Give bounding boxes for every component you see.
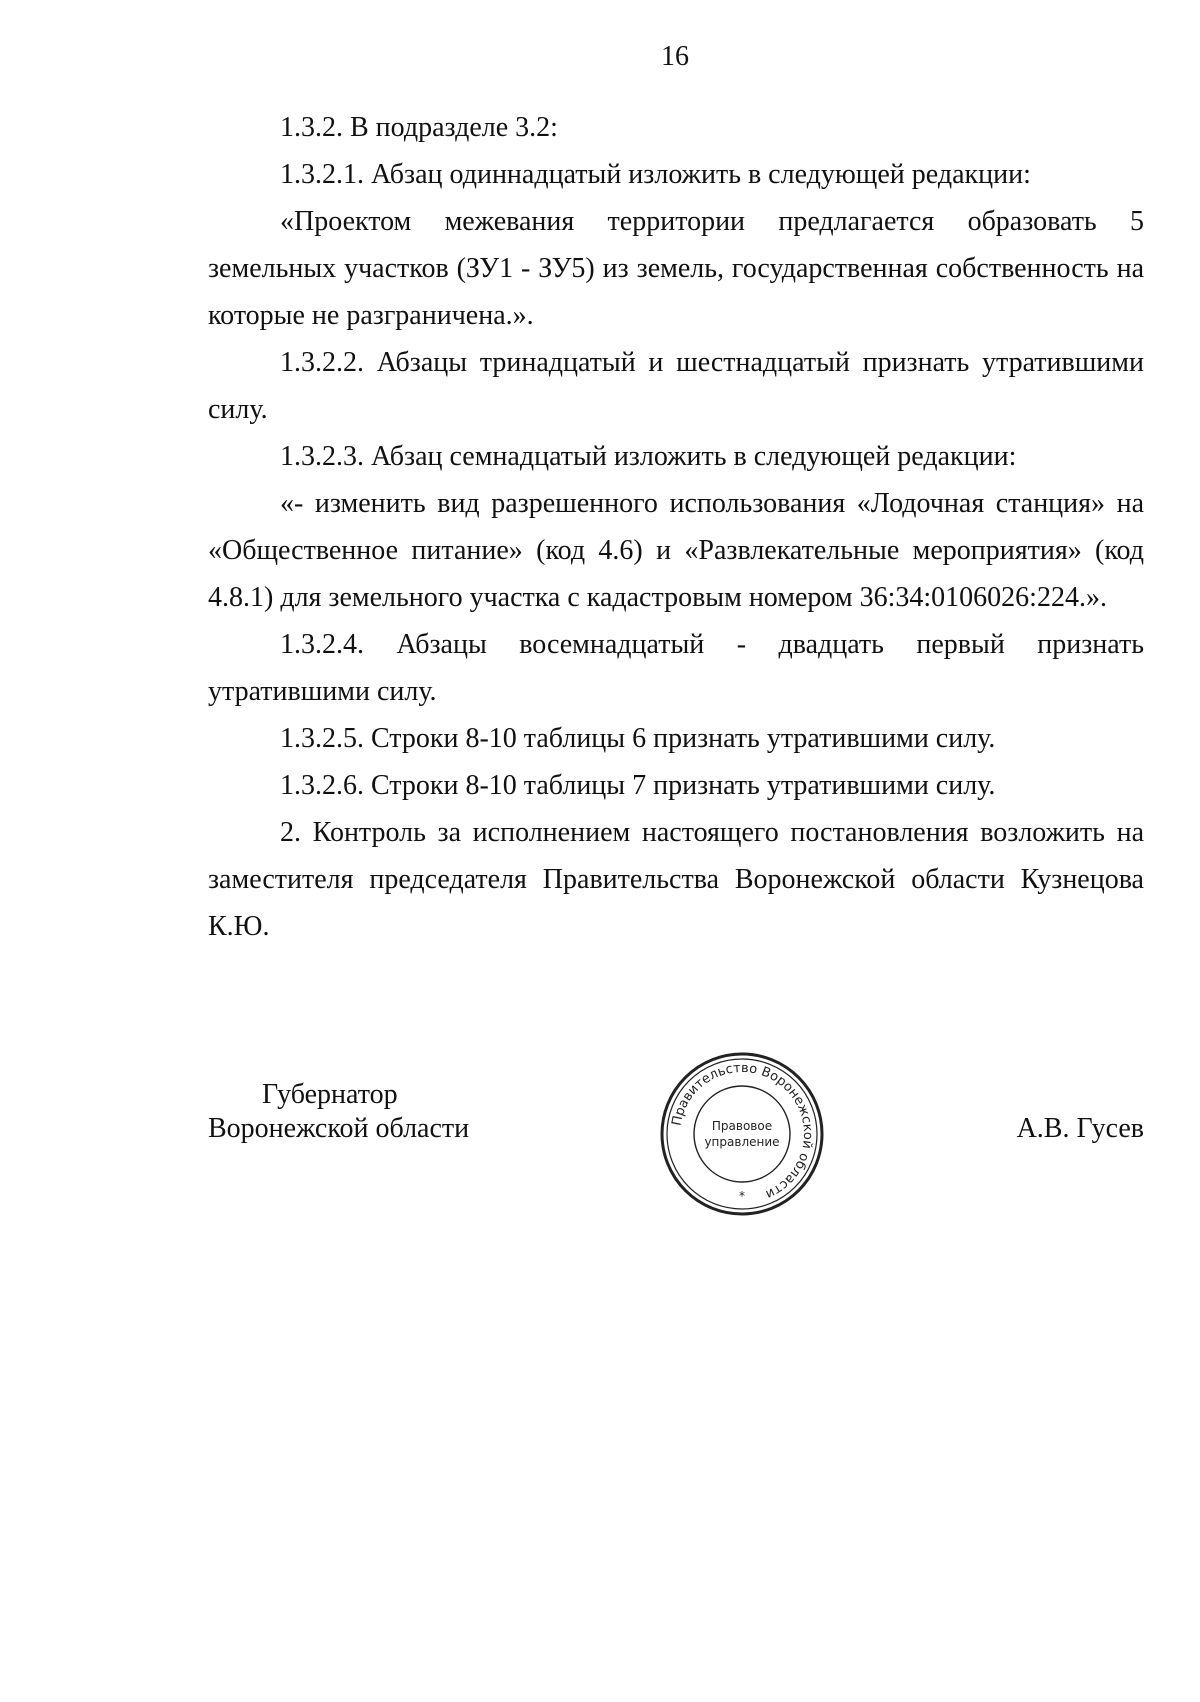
paragraph-1-3-2: 1.3.2. В подразделе 3.2:: [280, 112, 558, 143]
seal-graphic: [658, 1050, 826, 1218]
signatory-title: [208, 1078, 469, 1146]
paragraph-quote-2: «- изменить вид разрешенного использования «Лодочная станция» на «Общественное питание» (код 4.6) и «Развлекательные мероприятия» (код 4.8.1) для земельного участка с кадастровым номером 36:34:0106026:224.».: [208, 488, 1144, 613]
paragraph-1-3-2-6: 1.3.2.6. Строки 8-10 таблицы 7 признать утратившими силу.: [280, 770, 996, 801]
page-number: 16: [661, 41, 689, 72]
seal-star: *: [739, 1189, 745, 1203]
seal-inner-line1: Правовое: [711, 1119, 773, 1133]
paragraph-1-3-2-5: 1.3.2.5. Строки 8-10 таблицы 6 признать утратившими силу.: [280, 723, 996, 754]
signatory-name: А.В. Гусев: [1016, 1113, 1144, 1144]
signatory-title-line2: Воронежской области: [208, 1113, 470, 1144]
document-body: [208, 104, 1144, 950]
paragraph-1-3-2-4: 1.3.2.4. Абзацы восемнадцатый - двадцать первый признать утратившими силу.: [208, 629, 1144, 707]
seal-outer-text: Правительство Воронежской области: [669, 1060, 816, 1202]
official-seal-stamp: [658, 1050, 826, 1218]
seal-inner-line2: управление: [704, 1135, 780, 1149]
paragraph-1-3-2-3: 1.3.2.3. Абзац семнадцатый изложить в следующей редакции:: [280, 441, 1017, 472]
paragraph-1-3-2-2: 1.3.2.2. Абзацы тринадцатый и шестнадцатый признать утратившими силу.: [208, 347, 1144, 425]
paragraph-2-control: 2. Контроль за исполнением настоящего постановления возложить на заместителя председателя Правительства Воронежской области Кузнецова К.Ю.: [208, 817, 1144, 942]
signature-block: [0, 1050, 1200, 1203]
paragraph-quote-1: «Проектом межевания территории предлагается образовать 5 земельных участков (ЗУ1 - ЗУ5) из земель, государственная собственность на которые не разграничена.».: [208, 206, 1144, 331]
signatory-title-line1: Губернатор: [262, 1079, 398, 1110]
paragraph-1-3-2-1: 1.3.2.1. Абзац одиннадцатый изложить в следующей редакции:: [280, 159, 1031, 190]
